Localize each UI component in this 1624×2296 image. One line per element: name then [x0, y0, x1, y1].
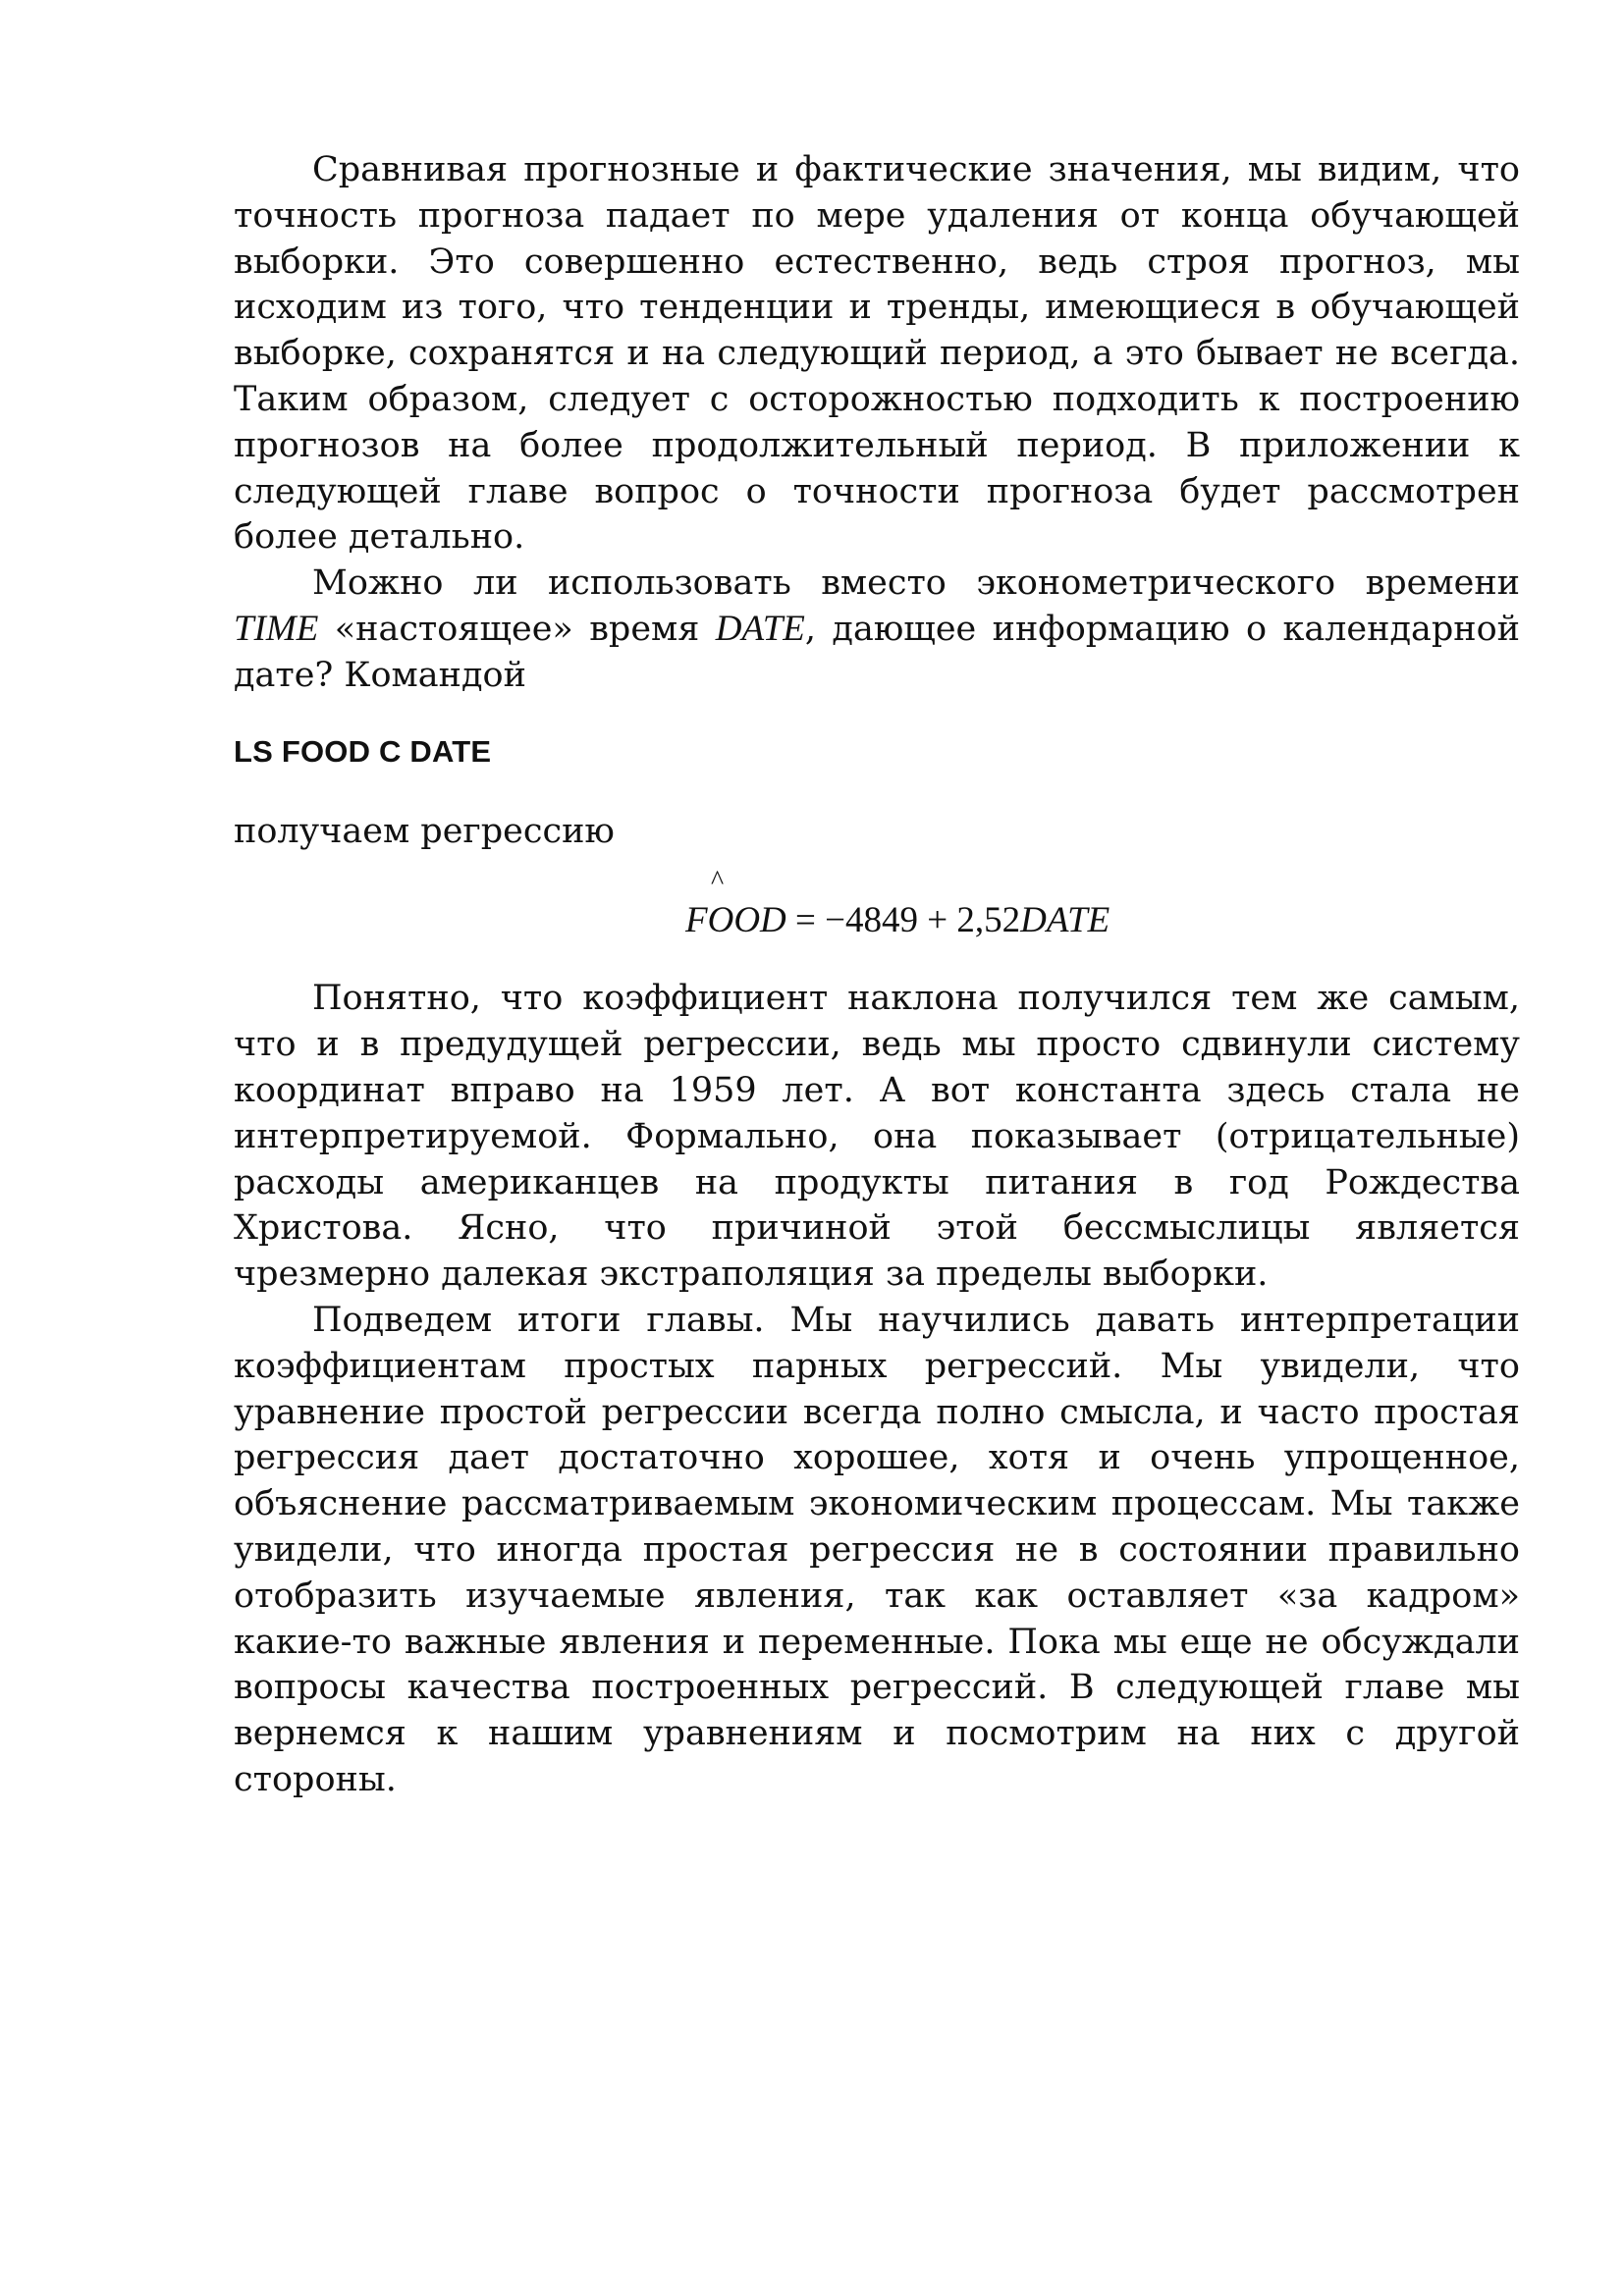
- regression-formula: [234, 866, 1520, 952]
- command-line: LS FOOD C DATE: [234, 733, 492, 769]
- paragraph-date-question: [234, 561, 1520, 698]
- term-time: TIME: [234, 608, 319, 649]
- formula-equals: =: [785, 900, 826, 941]
- formula-plus: +: [918, 900, 957, 941]
- formula-rhs-variable: DATE: [1020, 900, 1110, 941]
- formula-coefficient: 2,52: [956, 900, 1021, 941]
- page-content: [234, 147, 1520, 1803]
- paragraph-slope-interpretation: Понятно, что коэффициент наклона получился тем же самым, что и в предудущей регрессии, ведь мы просто сдвинули систему координат вправо на 1959 лет. А вот константа здесь стала не интерпретируемой. Формально, она показывает (отрицательные) расходы американцев на продукты питания в год Рождества Христова. Ясно, что причиной этой бессмыслицы является чрезмерно далекая экстраполяция за пределы выборки.: [234, 979, 1520, 1295]
- paragraph-date-question-text-3: , дающее информацию о календарной дате? Командой: [234, 609, 1521, 695]
- regression-formula-line: [685, 866, 1110, 941]
- paragraph-date-question-text-2: «настоящее» время: [318, 609, 716, 649]
- paragraph-regression-intro: получаем регрессию: [234, 811, 615, 851]
- paragraph-chapter-summary: Подведем итоги главы. Мы научились давать интерпретации коэффициентам простых парных регрессий. Мы увидели, что уравнение простой регрессии всегда полно смысла, и часто простая регрессия дает достаточно хорошее, хотя и очень упрощенное, объяснение рассматриваемым экономическим процессам. Мы также увидели, что иногда простая регрессия не в состоянии правильно отобразить изучаемые явления, так как оставляет «за кадром» какие-то важные явления и переменные. Пока мы еще не обсуждали вопросы качества построенных регрессий. В следующей главе мы вернемся к нашим уравнениям и посмотрим на них с другой стороны.: [234, 1300, 1520, 1799]
- paragraph-forecast-accuracy: Сравнивая прогнозные и фактические значения, мы видим, что точность прогноза падает по мере удаления от конца обучающей выборки. Это совершенно естественно, ведь строя прогноз, мы исходим из того, что тенденции и тренды, имеющиеся в обучающей выборке, сохранятся и на следующий период, а это бывает не всегда. Таким образом, следует с осторожностью подходить к построению прогнозов на более продолжительный период. В приложении к следующей главе вопрос о точности прогноза будет рассмотрен более детально.: [234, 150, 1520, 558]
- formula-lhs-variable: FOOD: [685, 900, 786, 941]
- formula-intercept: −4849: [825, 900, 919, 941]
- paragraph-date-question-text-1: Можно ли использовать вместо эконометрического времени: [312, 563, 1520, 604]
- term-date: DATE: [715, 608, 805, 649]
- formula-lhs: [685, 866, 786, 941]
- hat-symbol: ^: [711, 866, 725, 897]
